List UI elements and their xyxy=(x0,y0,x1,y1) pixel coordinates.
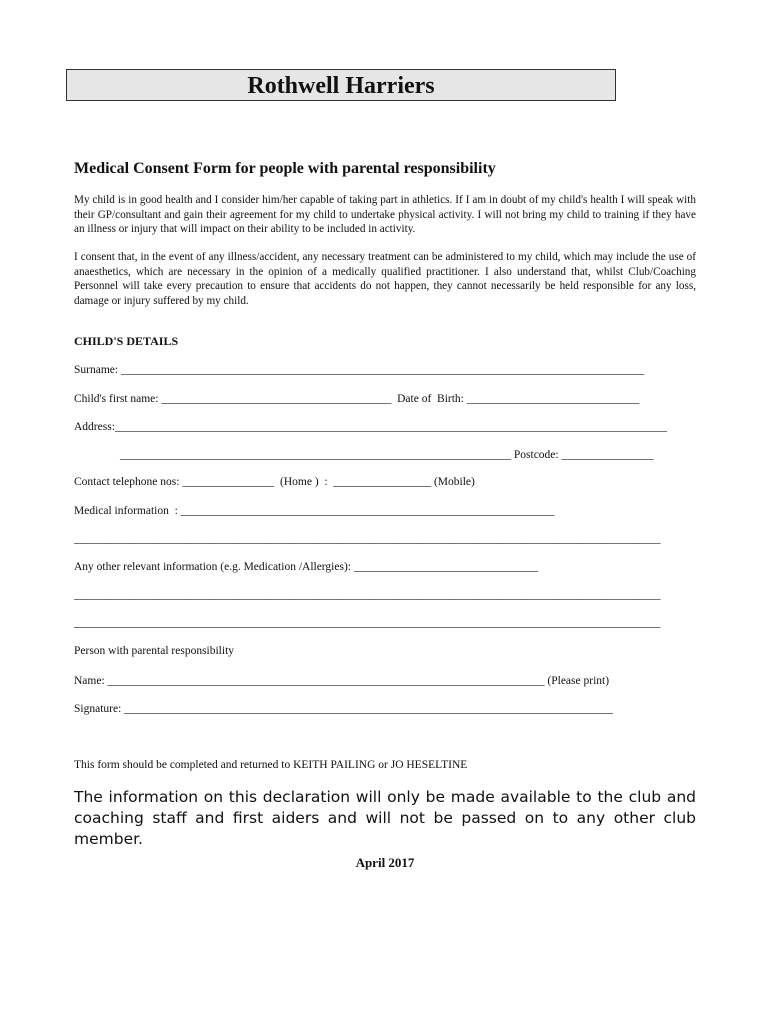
consent-paragraph-1: My child is in good health and I consider him/her capable of taking part in athletics. If I am in doubt of my child's health I will speak with their GP/consultant and gain their agreement for my child to undertake physical activity. I will not bring my child to training if they have an illness or injury that will impact on their ability to be included in activity. xyxy=(74,194,696,235)
declaration-text: The information on this declaration will only be made available to the club and coaching staff and first aiders and will not be passed on to any other club member. xyxy=(74,788,696,848)
consent-paragraph-2: I consent that, in the event of any illness/accident, any necessary treatment can be administered to my child, which may include the use of anaesthetics, which are necessary in the opinion of a medically qualified practitioner. I also understand that, whilst Club/Coaching Personnel will take every precaution to ensure that accidents do not happen, they cannot necessarily be held responsible for any loss, damage or injury suffered by my child. xyxy=(74,251,696,307)
form-heading: Medical Consent Form for people with parental responsibility xyxy=(74,160,496,177)
surname-field[interactable]: Surname: ___________________________________________________________________________________________ xyxy=(74,364,645,376)
form-date: April 2017 xyxy=(355,855,415,870)
postcode-field[interactable]: ____________________________________________________________________ Postcode: ________________ xyxy=(74,449,654,461)
medical-info-line-2[interactable]: ______________________________________________________________________________________________________ xyxy=(74,533,661,545)
childs-details-heading: CHILD'S DETAILS xyxy=(74,334,179,348)
other-info-line-3[interactable]: ______________________________________________________________________________________________________ xyxy=(74,617,661,629)
parental-responsibility-heading: Person with parental responsibility xyxy=(74,645,235,657)
name-field[interactable]: Name: ____________________________________________________________________________ (Please print) xyxy=(74,675,610,687)
medical-info-field[interactable]: Medical information : _________________________________________________________________ xyxy=(74,505,555,517)
other-info-line-2[interactable]: ______________________________________________________________________________________________________ xyxy=(74,589,661,601)
other-info-field[interactable]: Any other relevant information (e.g. Medication /Allergies): ________________________________ xyxy=(74,561,538,573)
first-name-dob-field[interactable]: Child's first name: ________________________________________ Date of Birth: ______________________________ xyxy=(74,393,640,405)
page-title: Rothwell Harriers xyxy=(66,69,616,101)
address-field[interactable]: Address:________________________________________________________________________________________________ xyxy=(74,421,667,433)
return-note: This form should be completed and returned to KEITH PAILING or JO HESELTINE xyxy=(74,759,468,771)
telephone-field[interactable]: Contact telephone nos: ________________ (Home ) : _________________ (Mobile) xyxy=(74,476,475,488)
signature-field[interactable]: Signature: _____________________________________________________________________________________ xyxy=(74,703,613,715)
